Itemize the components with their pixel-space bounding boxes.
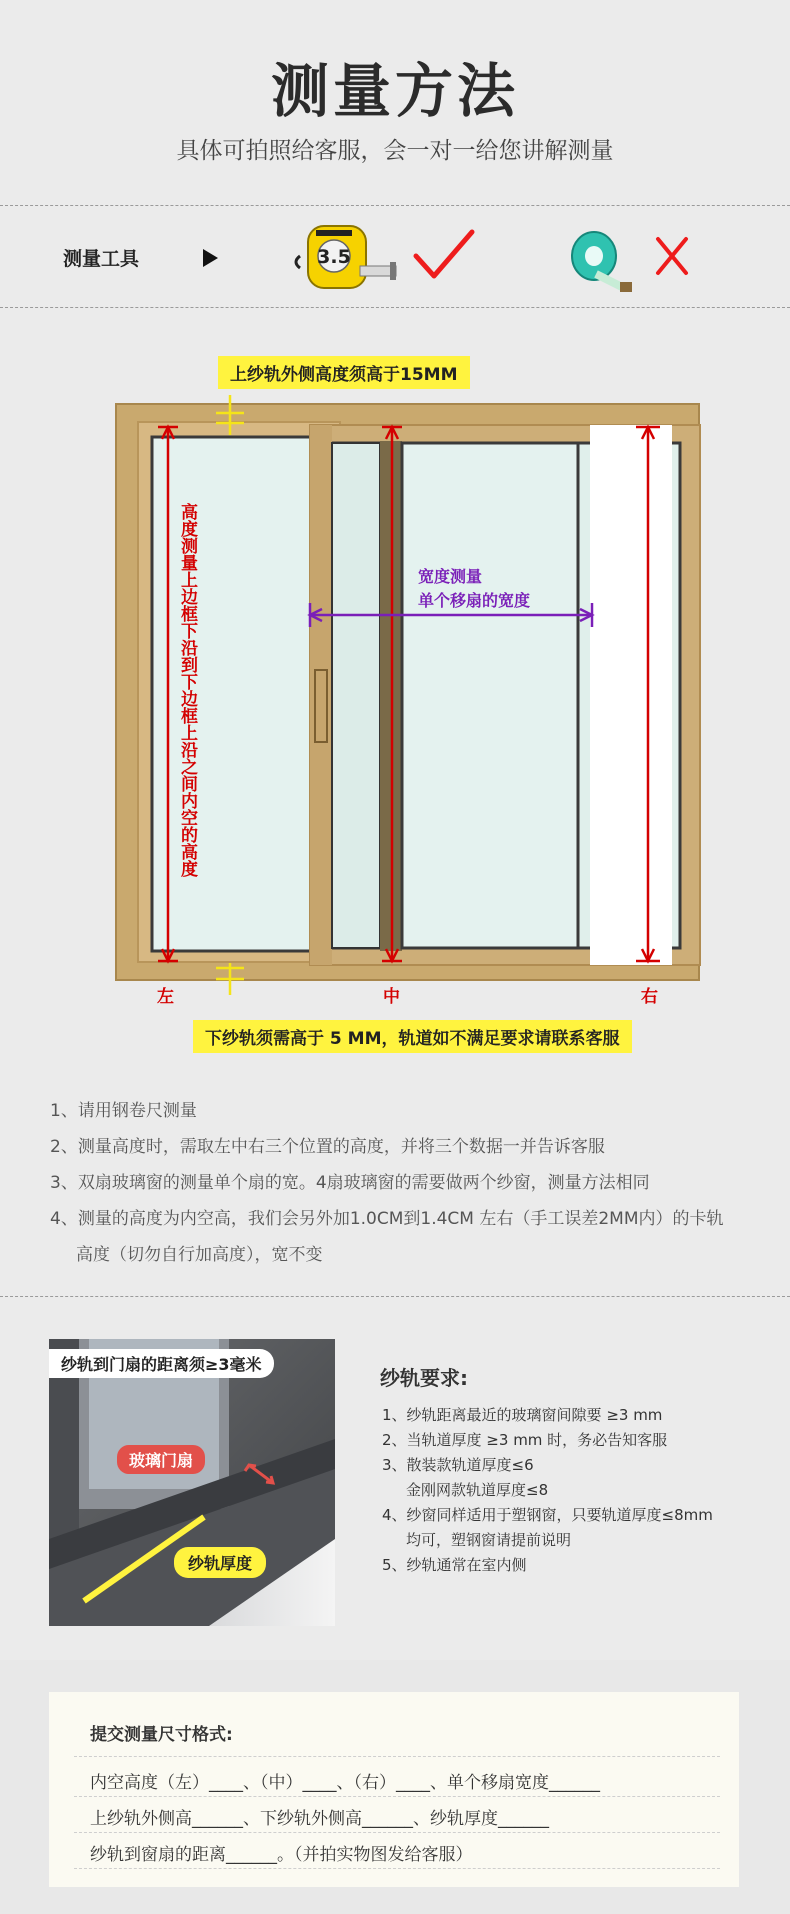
form-line-3: 纱轨到窗扇的距离______。（并拍实物图发给客服）: [90, 1845, 473, 1865]
tape-badge: 3.5: [317, 246, 351, 268]
label-right: 右: [641, 987, 658, 1007]
note-3: 3、双扇玻璃窗的测量单个扇的宽。4扇玻璃窗的需要做两个纱窗，测量方法相同: [50, 1173, 650, 1193]
rail-req-3b: 金刚网款轨道厚度≤8: [406, 1481, 549, 1499]
width-subtitle: 单个移扇的宽度: [418, 591, 531, 610]
rail-req-2: 2、当轨道厚度 ≥3 mm 时，务必告知客服: [382, 1431, 668, 1449]
label-middle: 中: [383, 987, 400, 1007]
tape-measure-icon: [290, 216, 400, 296]
rail-req-5: 5、纱轨通常在室内侧: [382, 1556, 527, 1574]
note-1: 1、请用钢卷尺测量: [50, 1101, 197, 1121]
top-rail-note: 上纱轨外侧高度须高于15MM: [218, 356, 470, 389]
page-subtitle: 具体可拍照给客服，会一对一给您讲解测量: [176, 138, 614, 164]
form-divider: [74, 1832, 720, 1833]
bottom-rail-note: 下纱轨须需高于 5 MM，轨道如不满足要求请联系客服: [193, 1020, 632, 1053]
rail-req-4b: 均可，塑钢窗请提前说明: [406, 1531, 572, 1549]
rail-req-1: 1、纱轨距离最近的玻璃窗间隙要 ≥3 mm: [382, 1406, 663, 1424]
play-arrow-icon: [203, 249, 218, 267]
width-title: 宽度测量: [418, 567, 483, 586]
form-divider: [74, 1796, 720, 1797]
window-diagram: [110, 395, 710, 995]
rail-req-3: 3、散装款轨道厚度≤6: [382, 1456, 534, 1474]
divider: [0, 1296, 790, 1297]
rail-req-4: 4、纱窗同样适用于塑钢窗，只要轨道厚度≤8mm: [382, 1506, 713, 1524]
cross-icon: [652, 233, 692, 279]
note-4-continued: 高度（切勿自行加高度），宽不变: [76, 1245, 323, 1265]
divider: [0, 205, 790, 206]
height-caption: 高度测量上边框下沿到下边框上沿之间内空的高度: [177, 503, 197, 877]
form-line-2: 上纱轨外侧高______、下纱轨外侧高______、纱轨厚度______: [90, 1809, 549, 1829]
rail-requirements-heading: 纱轨要求:: [380, 1366, 468, 1390]
rail-thickness-label: 纱轨厚度: [174, 1547, 266, 1578]
photo-tag: 纱轨到门扇的距离须≥3毫米: [49, 1349, 274, 1378]
rail-photo: [49, 1339, 335, 1626]
form-divider: [74, 1868, 720, 1869]
glass-door-label: 玻璃门扇: [117, 1445, 205, 1474]
note-2: 2、测量高度时，需取左中右三个位置的高度，并将三个数据一并告诉客服: [50, 1137, 605, 1157]
page-title: 测量方法: [270, 57, 519, 125]
form-line-1: 内空高度（左）____、（中）____、（右）____、单个移扇宽度______: [90, 1773, 600, 1793]
form-divider: [74, 1756, 720, 1757]
tools-label: 测量工具: [63, 248, 140, 270]
soft-tape-icon: [566, 226, 636, 296]
divider: [0, 307, 790, 308]
form-heading: 提交测量尺寸格式:: [90, 1725, 233, 1745]
checkmark-icon: [412, 226, 476, 284]
label-left: 左: [157, 987, 174, 1007]
note-4: 4、测量的高度为内空高，我们会另外加1.0CM到1.4CM 左右（手工误差2MM内）的卡轨: [50, 1209, 724, 1229]
